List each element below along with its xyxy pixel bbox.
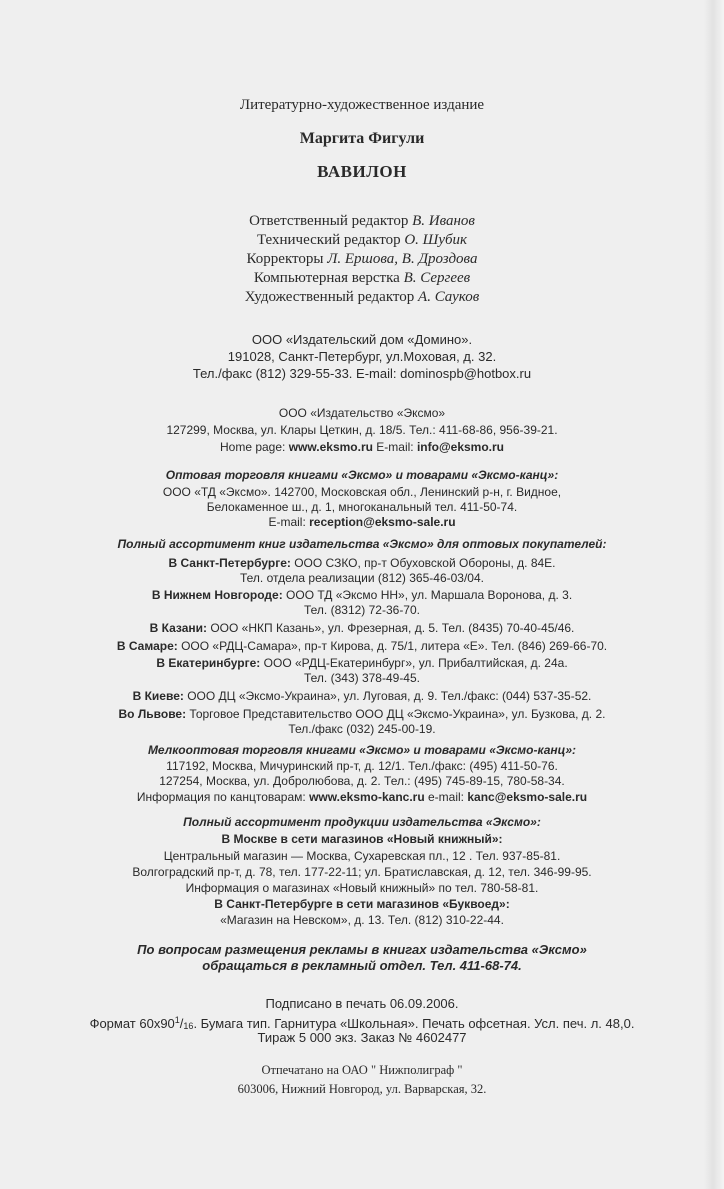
city-text: ООО «РДЦ-Екатеринбург», ул. Прибалтийская, д. 24а. [260,656,568,670]
credit-person: Л. Ершова, В. Дроздова [327,251,478,267]
format-prefix: Формат 60х90 [89,1016,175,1031]
assortment-ekb-phone: Тел. (343) 378-49-45. [304,671,420,685]
assortment-nn [0,588,724,602]
wholesale-line-1: ООО «ТД «Эксмо». 142700, Московская обл., Ленинский р-н, г. Видное, [162,485,562,499]
city-label: В Нижнем Новгороде: [151,588,283,602]
eksmo-web [0,440,724,454]
eksmo-name: ООО «Издательство «Эксмо» [278,406,446,420]
city-label: Во Львове: [118,707,187,721]
credit-role: Корректоры [246,251,324,267]
credit-person: В. Сергеев [403,270,471,286]
city-label: В Казани: [149,621,208,635]
book-title: ВАВИЛОН [317,162,407,181]
credit-executive-editor [0,213,724,230]
email-label: E-mail: [268,515,310,529]
assortment-samara [0,639,724,653]
credit-role: Технический редактор [256,232,401,248]
print-signed: Подписано в печать 06.09.2006. [265,996,459,1011]
city-label: В Самаре: [116,639,178,653]
retail-heading: Полный ассортимент продукции издательства «Эксмо»: [183,815,541,829]
retail-line-2: Волгоградский пр-т, д. 78, тел. 177-22-11; ул. Братиславская, д. 12, тел. 346-99-95. [132,865,592,879]
city-text: ООО «НКП Казань», ул. Фрезерная, д. 5. Тел. (8435) 70-40-45/46. [207,621,575,635]
credit-proofreaders [0,251,724,268]
city-label: В Киеве: [132,689,184,703]
assortment-lviv [0,707,724,721]
city-label: В Екатеринбурге: [156,656,261,670]
city-text: ООО СЗКО, пр-т Обуховской Обороны, д. 84Е. [290,556,556,570]
credit-person: В. Иванов [412,213,475,229]
format-numerator: 1 [174,1015,180,1025]
city-text: Торговое Представительство ООО ДЦ «Эксмо-Украина», ул. Бузкова, д. 2. [186,707,606,721]
assortment-kazan [0,621,724,635]
assortment-ekb [0,656,724,670]
domino-address: 191028, Санкт-Петербург, ул.Моховая, д. 32. [227,349,497,364]
city-text: ООО «РДЦ-Самара», пр-т Кирова, д. 75/1, литера «Е». Тел. (846) 269-66-70. [177,639,608,653]
credit-role: Художественный редактор [244,289,415,305]
email-label: E-mail: [372,440,417,454]
retail-line-1: Центральный магазин — Москва, Сухаревская пл., 12 . Тел. 937-85-81. [163,849,561,863]
assortment-nn-phone: Тел. (8312) 72-36-70. [304,603,420,617]
format-separator: / [179,1016,184,1031]
author-name: Маргита Фигули [299,130,425,147]
city-text: ООО ДЦ «Эксмо-Украина», ул. Луговая, д. 9. Тел./факс: (044) 537-35-52. [183,689,592,703]
eksmo-address: 127299, Москва, ул. Клары Цеткин, д. 18/5. Тел.: 411-68-86, 956-39-21. [166,423,558,437]
home-page-label: Home page: [219,440,289,454]
assortment-heading: Полный ассортимент книг издательства «Эксмо» для оптовых покупателей: [117,537,607,551]
ads-line-1: По вопросам размещения рекламы в книгах издательства «Эксмо» [137,942,587,957]
email-link[interactable]: kanc@eksmo-sale.ru [467,790,588,804]
credit-technical-editor [0,232,724,249]
city-label: В Санкт-Петербурге: [168,556,291,570]
retail-spb-line: «Магазин на Невском», д. 13. Тел. (812) 310-22-44. [220,913,504,927]
edition-type: Литературно-художественное издание [239,97,485,113]
credit-layout [0,270,724,287]
format-denominator: 16 [183,1021,194,1031]
domino-name: ООО «Издательский дом «Домино». [251,332,473,347]
assortment-spb [0,556,724,570]
credit-role: Компьютерная верстка [253,270,400,286]
small-wholesale-info [0,790,724,804]
assortment-spb-phone: Тел. отдела реализации (812) 365-46-03/04. [240,571,484,585]
credit-person: О. Шубик [404,232,468,248]
ads-line-2: обращаться в рекламный отдел. Тел. 411-68-74. [202,958,522,973]
retail-spb-heading: В Санкт-Петербурге в сети магазинов «Буквоед»: [214,897,510,911]
print-circulation: Тираж 5 000 экз. Заказ № 4602477 [257,1030,467,1045]
credit-art-editor [0,289,724,306]
email-link[interactable]: reception@eksmo-sale.ru [309,515,456,529]
retail-line-3: Информация о магазинах «Новый книжный» по тел. 780-58-81. [185,881,539,895]
wholesale-heading: Оптовая торговля книгами «Эксмо» и товарами «Эксмо-канц»: [165,468,559,482]
printer-address: 603006, Нижний Новгород, ул. Варварская, 32. [237,1082,487,1096]
small-wholesale-line-1: 117192, Москва, Мичуринский пр-т, д. 12/1. Тел./факс: (495) 411-50-76. [166,759,558,773]
home-page-link[interactable]: www.eksmo.ru [288,440,373,454]
format-details: . Бумага тип. Гарнитура «Школьная». Печать офсетная. Усл. печ. л. 48,0. [193,1016,635,1031]
small-wholesale-line-2: 127254, Москва, ул. Добролюбова, д. 2. Тел.: (495) 745-89-15, 780-58-34. [159,774,565,788]
email-link[interactable]: info@eksmo.ru [416,440,505,454]
retail-moscow-heading: В Москве в сети магазинов «Новый книжный»: [221,832,503,846]
assortment-lviv-phone: Тел./факс (032) 245-00-19. [288,722,436,736]
email-label: e-mail: [424,790,468,804]
assortment-kiev [0,689,724,703]
domino-contacts: Тел./факс (812) 329-55-33. E-mail: dominospb@hotbox.ru [192,366,532,381]
credit-role: Ответственный редактор [249,213,409,229]
wholesale-email [0,515,724,529]
kanc-link[interactable]: www.eksmo-kanc.ru [309,790,425,804]
wholesale-line-2: Белокаменное ш., д. 1, многоканальный тел. 411-50-74. [206,500,518,514]
credit-person: А. Сауков [418,289,480,305]
city-text: ООО ТД «Эксмо НН», ул. Маршала Воронова, д. 3. [282,588,573,602]
small-wholesale-heading: Мелкооптовая торговля книгами «Эксмо» и товарами «Эксмо-канц»: [147,743,577,757]
info-label: Информация по канцтоварам: [136,790,310,804]
printer-name: Отпечатано на ОАО " Нижполиграф " [261,1063,463,1077]
